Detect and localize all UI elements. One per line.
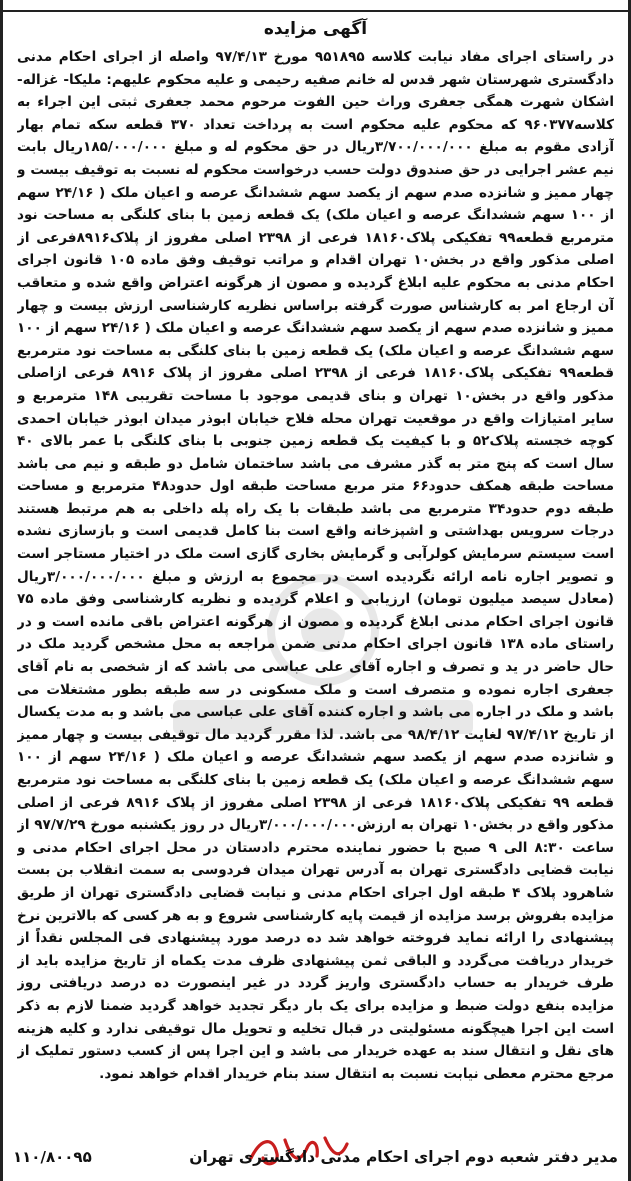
reference-number: ۱۱۰/۸۰۰۹۵ <box>13 1148 92 1166</box>
signature-line: مدیر دفتر شعبه دوم اجرای احکام مدنی دادگستری تهران <box>189 1148 618 1166</box>
notice-title: آگهی مزایده <box>263 19 368 39</box>
notice-body: در راستای اجرای مفاد نیابت کلاسه ۹۵۱۸۹۵ مورخ ۹۷/۴/۱۳ واصله از اجرای احکام مدنی دادگستری شهرستان شهر قدس له خانم صفیه رحیمی و علیه محکوم علیهم: ملیکا- غزاله- اشکان شهرت همگی جعفری وراث حین الفوت مرحوم محمد جعفری ثبتی این اجراء به کلاسه۹۶۰۳۷۷ که محکوم علیه محکوم است به پرداخت تعداد ۳۷۰ قطعه سکه تمام بهار آزادی مقوم به مبلغ ۳/۷۰۰/۰۰۰/۰۰۰ریال در حق محکوم له و مبلغ ۱۸۵/۰۰۰/۰۰۰ریال بابت نیم عشر اجرایی در حق صندوق دولت حسب درخواست محکوم له نسبت به توقیف بیست و چهار ممیز و شانزده صدم سهم از یکصد سهم ششدانگ عرصه و اعیان ملک ( ۲۴/۱۶ سهم از ۱۰۰ سهم ششدانگ عرصه و اعیان ملک) یک قطعه زمین با بنای کلنگی به مساحت نود مترمربع قطعه۹۹ تفکیکی پلاک۱۸۱۶۰ فرعی از ۲۳۹۸ اصلی مفروز از پلاک۸۹۱۶فرعی از اصلی مذکور واقع در بخش۱۰ تهران اقدام و مراتب توقیف وفق ماده ۱۰۵ قانون اجرای احکام مدنی به محکوم علیه ابلاغ گردیده و مصون از هرگونه اعتراض واقع شده و متعاقب آن ارجاع امر به کارشناس صورت گرفته براساس نظریه کارشناسی ارزش بیست و چهار ممیز و شانزده صدم سهم از یکصد سهم ششدانگ عرصه و اعیان ملک ( ۲۴/۱۶ سهم از ۱۰۰ سهم ششدانگ عرصه و اعیان ملک) یک قطعه زمین با بنای کلنگی به مساحت نود مترمربع قطعه۹۹ تفکیکی پلاک۱۸۱۶۰ فرعی از ۲۳۹۸ اصلی مفروز از پلاک ۸۹۱۶ فرعی ازاصلی مذکور واقع در بخش۱۰ تهران و بنای قدیمی موجود با مساحت تقریبی ۱۴۸ مترمربع و سایر امتیازات واقع در موقعیت تهران محله فلاح خیابان ابوذر میدان ابوذر خیابان احمدی کوچه خجسته پلاک۵۲ و با کیفیت یک قطعه زمین جنوبی با بنای کلنگی با عمر بالای ۴۰ سال است که پنج متر به گذر مشرف می باشد ساختمان شامل دو طبقه و نیم می باشد مساحت طبقه همکف حدود۶۶ متر مربع مساحت طبقه اول حدود۴۸ مترمربع و مساحت طبقه دوم حدود۳۴ مترمربع می باشد طبقات با یک راه پله داخلی به هم مرتبط هستند درجات سرویس بهداشتی و اشپزخانه واقع است بنا کامل قدیمی است و بازسازی نشده است سیستم سرمایش کولرآبی و گرمایش بخاری گازی است ملک در اختیار مستاجر است و تصویر اجاره نامه ارائه نگردیده است در مجموع به ارزش و مبلغ ۳/۰۰۰/۰۰۰/۰۰۰ریال (معادل سیصد میلیون تومان) ارزیابی و اعلام گردیده و نظریه کارشناسی وفق ماده ۷۵ قانون اجرای احکام مدنی ابلاغ گردیده و مصون از هرگونه اعتراض باقی مانده است و در راستای ماده ۱۳۸ قانون اجرای احکام مدنی ضمن مراجعه به محل مشخص گردید ملک در حال حاضر در ید و تصرف و اجاره آقای علی عباسی می باشد که از شخصی به نام آقای جعفری اجاره نموده و متصرف است و ملک مسکونی در سه طبقه بطور مشتغلات می باشد و ملک در اجاره می باشد و اجاره کننده آقای علی عباسی می باشد و به مدت یکسال از تاریخ ۹۷/۴/۱۲ لغایت ۹۸/۴/۱۲ می باشد. لذا مقرر گردید مال توقیفی بیست و چهار ممیز و شانزده صدم سهم از یکصد سهم ششدانگ عرصه و اعیان ملک ( ۲۴/۱۶ سهم از ۱۰۰ سهم ششدانگ عرصه و اعیان ملک) یک قطعه زمین با بنای کلنگی به مساحت نود مترمربع قطعه ۹۹ تفکیکی پلاک۱۸۱۶۰ فرعی از ۲۳۹۸ اصلی مفروز از پلاک ۸۹۱۶ فرعی از اصلی مذکور واقع در بخش۱۰ تهران به ارزش۳/۰۰۰/۰۰۰/۰۰۰ریال در روز یکشنبه مورخ ۹۷/۷/۲۹ از ساعت ۸:۳۰ الی ۹ صبح با حضور نماینده محترم دادستان در محل اجرای احکام مدنی و نیابت قضایی دادگستری تهران به آدرس تهران میدان فردوسی به سمت انقلاب بن بست شاهرود پلاک ۴ طبقه اول اجرای احکام مدنی و نیابت قضایی دادگستری تهران از طریق مزایده بفروش برسد مزایده از قیمت پایه کارشناسی شروع و به هر کسی که بالاترین نرخ پیشنهادی را ارائه نماید فروخته خواهد شد ده درصد مورد پیشنهادی فی المجلس نقداً از خریدار دریافت می‌گردد و الباقی ثمن پیشنهادی ظرف مدت یکماه از تاریخ مزایده باید از طرف خریدار به حساب دادگستری واریز گردد در غیر اینصورت ده درصد دریافتی روز مزایده بنفع دولت ضبط و مزایده برای یک بار دیگر تجدید خواهد گردید ضمنا لازم به ذکر است این اجرا هیچگونه مسئولیتی در قبال تخلیه و تحویل مال توقیفی ندارد و کلیه هزینه های نقل و انتقال سند به عهده خریدار می باشد و این اجرا پس از کسب دستور تملیک از مرجع محترم معطی نیابت نسبت به انتقال سند بنام خریدار اقدام خواهد نمود. <box>17 49 614 1082</box>
top-border-rule <box>3 0 628 12</box>
notice-footer <box>13 1140 618 1174</box>
